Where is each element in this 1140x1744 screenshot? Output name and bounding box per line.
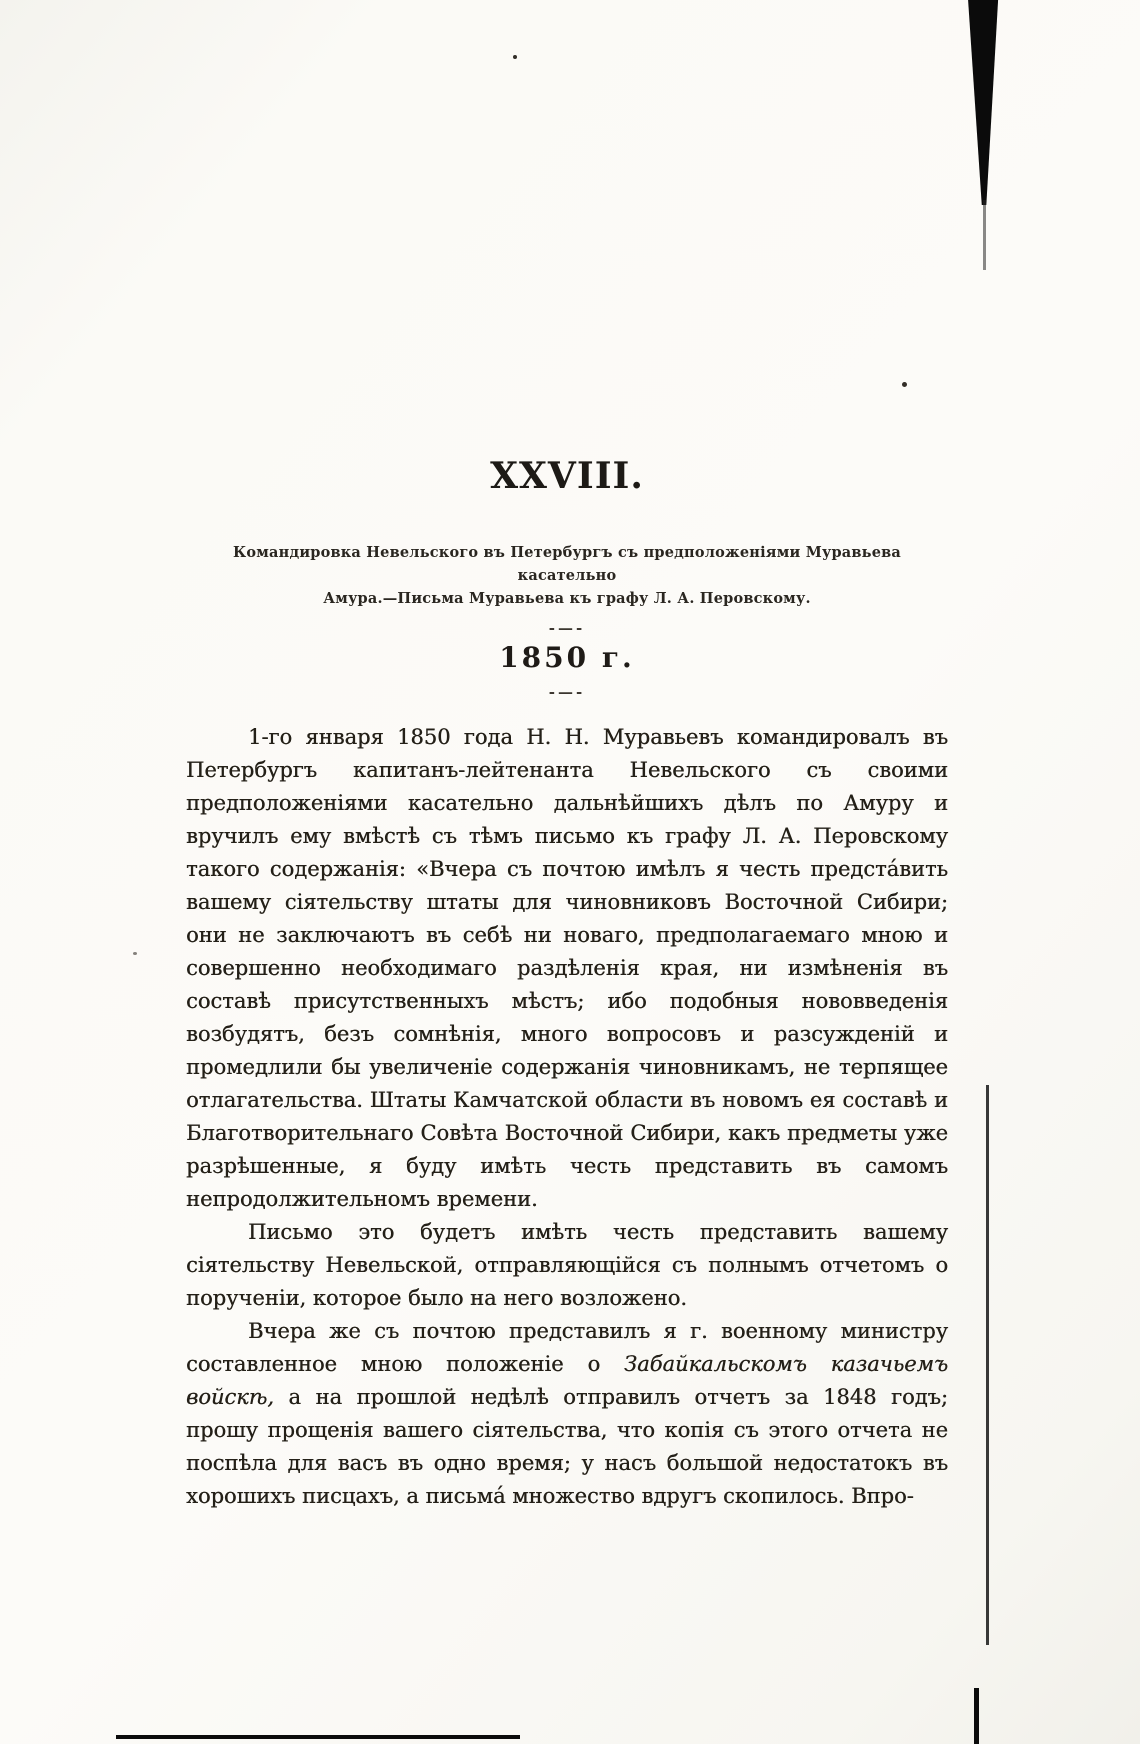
paragraph bbox=[186, 1216, 948, 1315]
chapter-subtitle-line-2: Амура.—Письма Муравьева къ графу Л. А. Перовскому. bbox=[323, 590, 811, 607]
paragraph-text: а на прошлой недѣлѣ отправилъ отчетъ за 1848 годъ; прошу прощенія вашего сіятельства, что копія съ этого отчета не поспѣла для васъ въ одно время; у насъ большой недостатокъ въ хорошихъ писцахъ, а письма́ множество вдругъ скопилось. Впро- bbox=[186, 1385, 948, 1508]
chapter-heading: XXVIII. bbox=[490, 455, 644, 497]
scan-edge-artifact-bottom-right bbox=[974, 1688, 979, 1744]
chapter-subtitle bbox=[186, 541, 948, 610]
scan-edge-artifact-top-right bbox=[962, 0, 1000, 205]
paragraph-text: 1-го января 1850 года Н. Н. Муравьевъ командировалъ въ Петербургъ капитанъ-лейтенанта Невельского съ своими предположеніями касательно дальнѣйшихъ дѣлъ по Амуру и вручилъ ему вмѣстѣ съ тѣмъ письмо къ графу Л. А. Перовскому такого содержанія: «Вчера съ почтою имѣлъ я честь предста́вить вашему сіятельству штаты для чиновниковъ Восточной Сибири; они не заключаютъ въ себѣ ни новаго, предполагаемаго мною и совершенно необходимаго раздѣленія края, ни измѣненія въ составѣ присутственныхъ мѣстъ; ибо подобныя нововведенія возбудятъ, безъ сомнѣнія, много вопросовъ и разсужденій и промедлили бы увеличеніе содержанія чиновникамъ, не терпящее отлагательства. Штаты Камчатской области въ новомъ ея составѣ и Благотворительнаго Совѣта Восточной Сибири, какъ предметы уже разрѣшенные, я буду имѣть честь представить въ самомъ непродолжительномъ времени. bbox=[186, 725, 948, 1211]
ink-speck bbox=[902, 382, 907, 387]
scan-edge-line-bottom bbox=[116, 1735, 520, 1739]
year-heading: 1850 г. bbox=[499, 641, 635, 674]
body-text bbox=[186, 721, 948, 1513]
page-content bbox=[186, 455, 948, 1513]
scan-edge-line-right bbox=[986, 1085, 989, 1645]
scan-edge-artifact-tail bbox=[983, 200, 986, 270]
paragraph-text: Письмо это будетъ имѣть честь представить вашему сіятельству Невельской, отправляющійся съ полнымъ отчетомъ о порученіи, которое было на него возложено. bbox=[186, 1220, 948, 1310]
section-divider: -—- bbox=[548, 683, 586, 701]
paragraph-text-italic: Забайкальскомъ казачьемъ войскѣ, bbox=[186, 1352, 948, 1409]
chapter-subtitle-line-1: Командировка Невельского въ Петербургъ съ предположеніями Муравьева касательно bbox=[232, 544, 901, 584]
ink-speck bbox=[133, 952, 137, 955]
section-divider: -—- bbox=[548, 619, 586, 637]
paragraph bbox=[186, 721, 948, 1216]
ink-speck bbox=[513, 55, 517, 59]
paragraph bbox=[186, 1315, 948, 1513]
paragraph-text: Вчера же съ почтою представилъ я г. военному министру составленное мною положеніе о bbox=[186, 1319, 948, 1376]
